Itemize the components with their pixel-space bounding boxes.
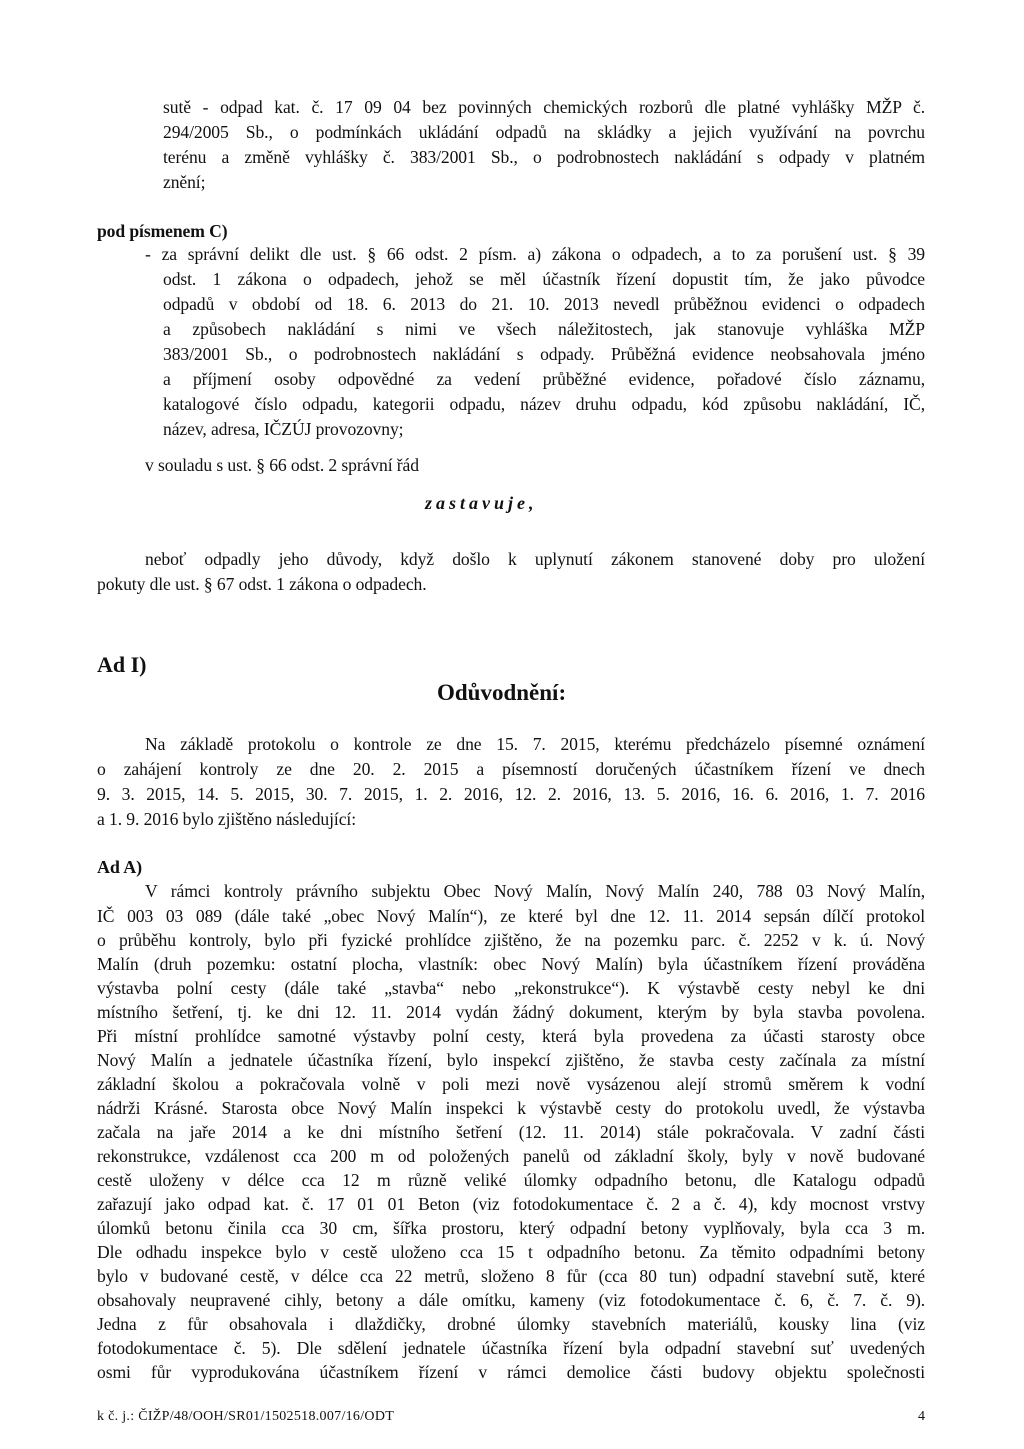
intro-line-4: a 1. 9. 2016 bylo zjištěno následující: <box>97 809 356 829</box>
ad-a-line-12: rekonstrukce, vzdálenost cca 200 m od položených panelů od základní školy, byly v nově budované <box>97 1146 925 1166</box>
ad-a-line-5: výstavba polní cesty (dále také „stavba“ nebo „rekonstrukce“). K výstavbě cesty nebyl ke dni <box>97 978 925 998</box>
ad-a-line-20: fotodokumentace č. 5). Dle sdělení jednatele účastníka řízení byla odpadní stavební suť uvedených <box>97 1338 925 1358</box>
section-c-line-8: název, adresa, IČZÚJ provozovny; <box>163 419 404 439</box>
ad-a-line-9: základní školou a pokračovala volně v poli mezi nově vysázenou alejí stromů směrem k vodní <box>97 1074 925 1094</box>
zastavuje-verdict: zastavuje, <box>425 493 538 513</box>
footer-page-number: 4 <box>918 1409 925 1424</box>
ad-a-line-3: o průběhu kontroly, bylo při fyzické prohlídce zjištěno, že na pozemku parc. č. 2252 v k. ú. Nový <box>97 930 925 950</box>
ad-a-line-8: Nový Malín a jednatele účastníka řízení, bylo inspekcí zjištěno, že stavba cesty začínala za místní <box>97 1050 925 1070</box>
footer-reference: k č. j.: ČIŽP/48/OOH/SR01/1502518.007/16/ODT <box>97 1409 395 1424</box>
ad-a-line-15: úlomků betonu činila cca 30 cm, šířka prostoru, který odpadní betony vyplňovaly, byla cca 3 m. <box>97 1218 925 1238</box>
intro-line-1: Na základě protokolu o kontrole ze dne 15. 7. 2015, kterému předcházelo písemné oznámení <box>145 734 925 754</box>
ad-a-line-11: začala na jaře 2014 a ke dni místního šetření (12. 11. 2014) stále pokračovala. V zadní části <box>97 1122 925 1142</box>
ad-a-line-1: V rámci kontroly právního subjektu Obec Nový Malín, Nový Malín 240, 788 03 Nový Malín, <box>145 881 925 901</box>
oduvodneni-heading: Odůvodnění: <box>437 680 567 705</box>
nebot-line-2: pokuty dle ust. § 67 odst. 1 zákona o odpadech. <box>97 574 427 594</box>
ad-a-line-18: obsahovaly neupravené cihly, betony a dále omítku, kameny (viz fotodokumentace č. 6, č. 7. č. 9). <box>97 1290 925 1310</box>
top-line-3: terénu a změně vyhlášky č. 383/2001 Sb., o podrobnostech nakládání s odpady v platném <box>163 147 925 167</box>
section-c-line-5: 383/2001 Sb., o podrobnostech nakládání s odpady. Průběžná evidence neobsahovala jméno <box>163 344 925 364</box>
intro-line-2: o zahájení kontroly ze dne 20. 2. 2015 a písemností doručených účastníkem řízení ve dnech <box>97 759 925 779</box>
ad-a-line-21: osmi fůr vyprodukována účastníkem řízení v rámci demolice části budovy objektu společnosti <box>97 1362 925 1382</box>
nebot-line-1: neboť odpadly jeho důvody, když došlo k uplynutí zákonem stanovené doby pro uložení <box>145 549 925 569</box>
section-c-line-6: a příjmení osoby odpovědné za vedení průběžné evidence, pořadové číslo záznamu, <box>163 369 925 389</box>
ad-a-line-6: místního šetření, tj. ke dni 12. 11. 2014 vydán žádný dokument, kterým by byla stavba povolena. <box>97 1002 925 1022</box>
section-c-heading: pod písmenem C) <box>97 221 228 241</box>
ad-a-line-4: Malín (druh pozemku: ostatní plocha, vlastník: obec Nový Malín) byla účastníkem řízení prováděna <box>97 954 925 974</box>
ad-a-line-10: nádrži Krásné. Starosta obce Nový Malín inspekci k výstavbě cesty do protokolu uvedl, že výstavba <box>97 1098 925 1118</box>
section-c-line-7: katalogové číslo odpadu, kategorii odpadu, název druhu odpadu, kód způsobu nakládání, IČ, <box>163 394 925 414</box>
v-souladu-line: v souladu s ust. § 66 odst. 2 správní řád <box>145 455 419 475</box>
section-c-line-2: odst. 1 zákona o odpadech, jehož se měl účastník řízení dopustit tím, že jako původce <box>163 269 925 289</box>
ad-a-line-16: Dle odhadu inspekce bylo v cestě uloženo cca 15 t odpadního betonu. Za těmito odpadními betony <box>97 1242 925 1262</box>
top-line-4: znění; <box>163 172 206 192</box>
ad-i-heading: Ad I) <box>97 652 147 677</box>
ad-a-heading: Ad A) <box>97 857 143 877</box>
intro-line-3: 9. 3. 2015, 14. 5. 2015, 30. 7. 2015, 1. 2. 2016, 12. 2. 2016, 13. 5. 2016, 16. 6. 2016, 1. 7. 2016 <box>97 784 925 804</box>
top-line-1: sutě - odpad kat. č. 17 09 04 bez povinných chemických rozborů dle platné vyhlášky MŽP č. <box>163 97 925 117</box>
ad-a-line-14: zařazují jako odpad kat. č. 17 01 01 Beton (viz fotodokumentace č. 2 a č. 4), kdy mocnost vrstvy <box>97 1194 925 1214</box>
top-line-2: 294/2005 Sb., o podmínkách ukládání odpadů na skládky a jejich využívání na povrchu <box>163 122 925 142</box>
ad-a-line-2: IČ 003 03 089 (dále také „obec Nový Malín“), ze které byl dne 12. 11. 2014 sepsán dílčí protokol <box>97 906 925 926</box>
section-c-line-1: - za správní delikt dle ust. § 66 odst. 2 písm. a) zákona o odpadech, a to za porušení ust. § 39 <box>145 244 925 264</box>
ad-a-line-13: cestě uloženy v délce cca 12 m různě veliké úlomky odpadního betonu, dle Katalogu odpadů <box>97 1170 925 1190</box>
section-c-line-3: odpadů v období od 18. 6. 2013 do 21. 10. 2013 nevedl průběžnou evidenci o odpadech <box>163 294 925 314</box>
ad-a-line-7: Při místní prohlídce samotné výstavby polní cesty, která byla provedena za účasti starosty obce <box>97 1026 925 1046</box>
ad-a-line-19: Jedna z fůr obsahovala i dlaždičky, drobné úlomky stavebních materiálů, kousky lina (viz <box>97 1314 925 1334</box>
section-c-line-4: a způsobech nakládání s nimi ve všech náležitostech, jak stanovuje vyhláška MŽP <box>163 319 925 339</box>
ad-a-line-17: bylo v budované cestě, v délce cca 22 metrů, složeno 8 fůr (cca 80 tun) odpadní stavební sutě, které <box>97 1266 925 1286</box>
